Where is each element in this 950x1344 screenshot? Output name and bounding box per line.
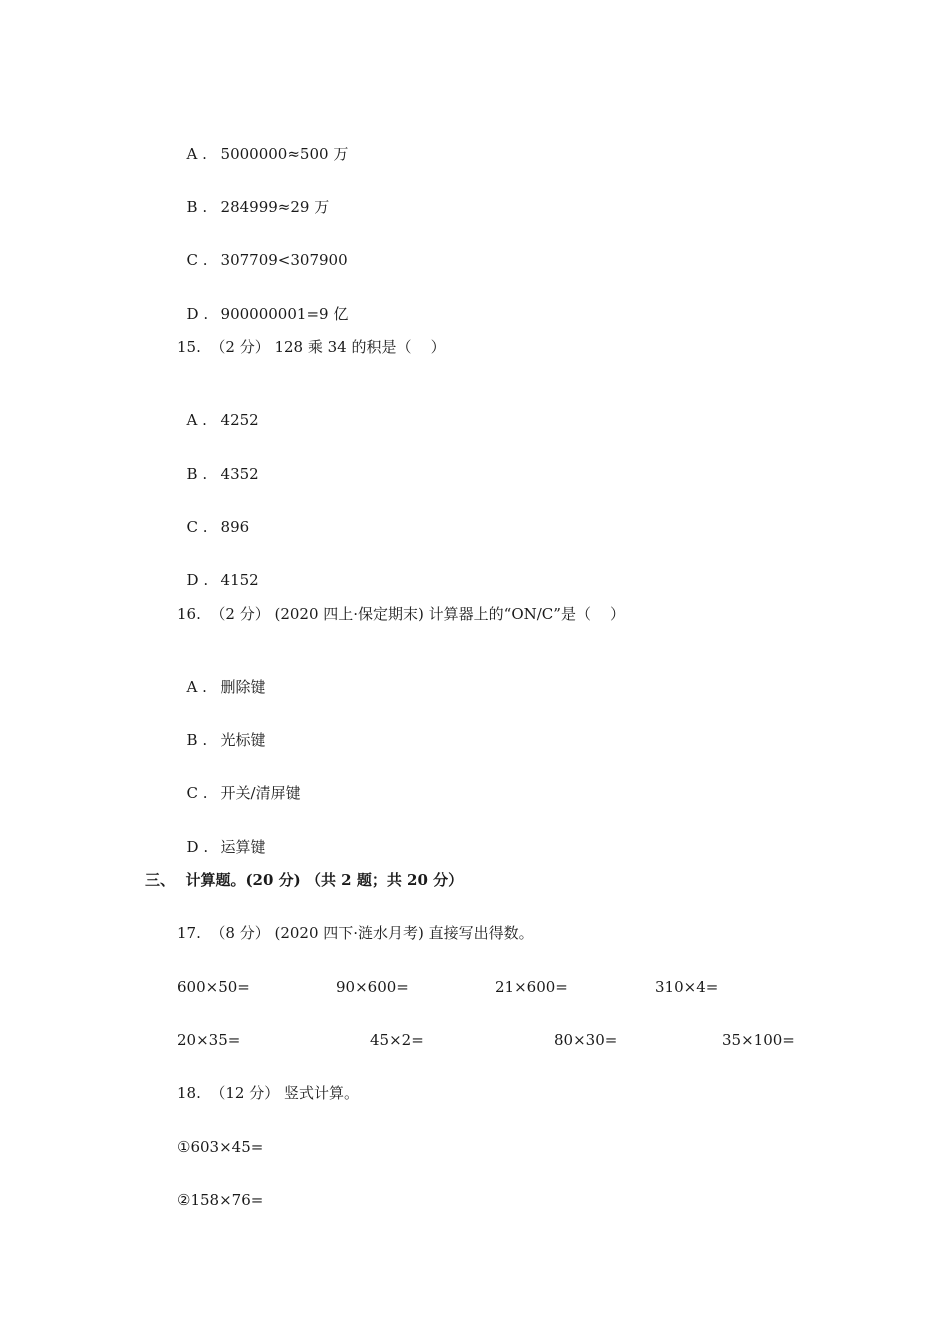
q16-stem: 16. （2 分） (2020 四上·保定期末) 计算器上的“ON/C”是（ ） xyxy=(177,605,626,623)
option-label: A . xyxy=(186,145,207,163)
option-label: B . xyxy=(186,198,208,216)
option-label: D . xyxy=(186,305,209,323)
option-label: A . xyxy=(186,678,207,696)
option-text: 运算键 xyxy=(220,838,266,856)
option-text: 284999≈29 万 xyxy=(220,198,330,216)
q18-item: ②158×76= xyxy=(177,1191,264,1209)
option-label: A . xyxy=(186,411,207,429)
option-label: B . xyxy=(186,465,208,483)
option-text: 4152 xyxy=(220,571,259,589)
q17-item: 20×35= xyxy=(177,1031,241,1049)
option-text: 4252 xyxy=(220,411,259,429)
q15-option-b xyxy=(177,444,259,484)
q15-stem: 15. （2 分） 128 乘 34 的积是（ ） xyxy=(177,338,446,356)
section-heading: 三、 计算题。(20 分) （共 2 题；共 20 分） xyxy=(145,871,464,889)
option-label: C . xyxy=(186,784,208,802)
option-text: 900000001=9 亿 xyxy=(220,305,349,323)
q14-option-a xyxy=(177,124,348,164)
q15-option-c xyxy=(177,497,249,537)
option-label: C . xyxy=(186,251,208,269)
q17-item: 35×100= xyxy=(722,1031,795,1049)
option-text: 307709<307900 xyxy=(220,251,348,269)
q17-item: 21×600= xyxy=(495,978,568,996)
q17-item: 310×4= xyxy=(655,978,719,996)
option-text: 5000000≈500 万 xyxy=(220,145,349,163)
q16-option-b xyxy=(177,710,266,750)
option-label: C . xyxy=(186,518,208,536)
option-label: D . xyxy=(186,838,209,856)
q17-item: 80×30= xyxy=(554,1031,618,1049)
q15-option-a xyxy=(177,390,259,430)
q16-option-a xyxy=(177,657,266,697)
q18-item: ①603×45= xyxy=(177,1138,264,1156)
q17-item: 600×50= xyxy=(177,978,250,996)
q14-option-d xyxy=(177,284,348,324)
q15-option-d xyxy=(177,550,259,590)
option-text: 开关/清屏键 xyxy=(220,784,301,802)
q17-stem: 17. （8 分） (2020 四下·涟水月考) 直接写出得数。 xyxy=(177,924,534,942)
option-text: 删除键 xyxy=(220,678,266,696)
option-text: 896 xyxy=(220,518,250,536)
option-label: B . xyxy=(186,731,208,749)
q18-stem: 18. （12 分） 竖式计算。 xyxy=(177,1084,360,1102)
q16-option-d xyxy=(177,817,266,857)
option-label: D . xyxy=(186,571,209,589)
option-text: 光标键 xyxy=(220,731,266,749)
q14-option-b xyxy=(177,177,329,217)
q17-item: 90×600= xyxy=(336,978,409,996)
q17-item: 45×2= xyxy=(370,1031,424,1049)
option-text: 4352 xyxy=(220,465,259,483)
q14-option-c xyxy=(177,230,348,270)
q16-option-c xyxy=(177,763,301,803)
